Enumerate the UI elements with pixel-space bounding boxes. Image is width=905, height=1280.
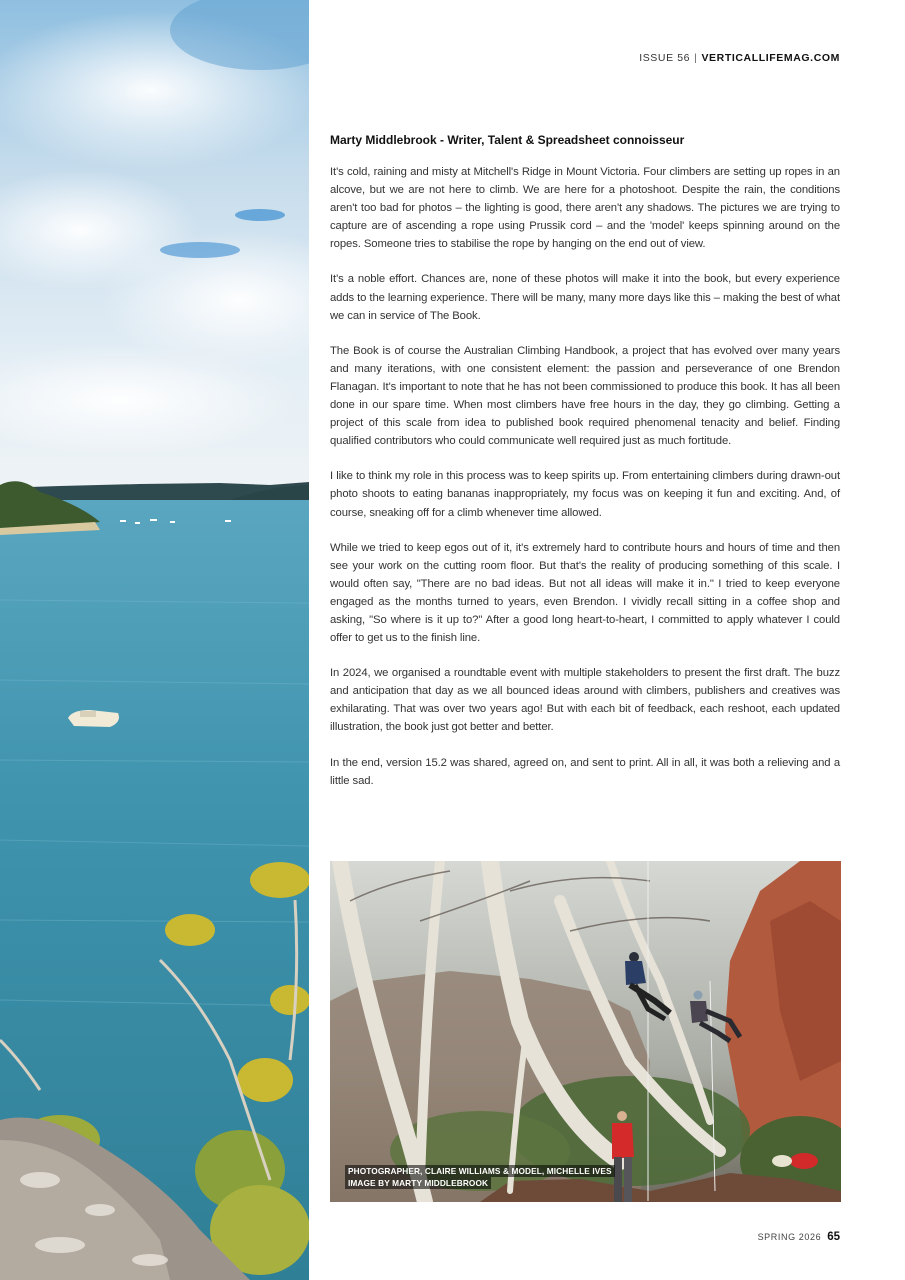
article-byline: Marty Middlebrook - Writer, Talent & Spreadsheet connoisseur	[330, 133, 685, 147]
paragraph-6: In 2024, we organised a roundtable event with multiple stakeholders to present the first draft. The buzz and anticipation that day as we all bounced ideas around with climbers, publishers and creatives was exhilarating. That was over two years ago! But with each bit of feedback, each reshoot, each updated illustration, the book just got better and better.	[330, 667, 840, 734]
site-url[interactable]: VERTICALLIFEMAG.COM	[701, 52, 840, 64]
caption-image-credit: IMAGE BY MARTY MIDDLEBROOK	[345, 1177, 491, 1189]
side-photo-bay	[0, 0, 309, 1280]
climbers-abseiling-image	[330, 861, 841, 1202]
page-footer	[758, 1231, 840, 1243]
paragraph-4: I like to think my role in this process was to keep spirits up. From entertaining climbers during drawn-out photo shoots to eating bananas inappropriately, my focus was on keeping it fun and exciting. And, of course, sneaking off for a climb whenever time allowed.	[330, 470, 840, 519]
page-number: 65	[827, 1231, 840, 1243]
paragraph-3: The Book is of course the Australian Climbing Handbook, a project that has evolved over many years and many iterations, with one consistent element: the passion and perseverance of one Brendon Flanagan. It's important to note that he has not been commissioned to produce this book. It has all been done in our spare time. When most climbers have free hours in the day, they go climbing. Getting a project of this scale from idea to published book required phenomenal tenacity and belief. Finding qualified contributors who could communicate well required just as much fortitude.	[330, 344, 840, 448]
paragraph-5: While we tried to keep egos out of it, it's extremely hard to contribute hours and hours of time and then see your work on the cutting room floor. But that's the reality of producing something of this scale. I would often say, "There are no bad ideas. But not all ideas will make it in." I tried to keep everyone engaged as the months turned to years, even Brendon. I vividly recall sitting in a coffee shop and asking, "So where is it up to?" After a good long heart-to-heart, I committed to apply whatever I could offer to get us to the finish line.	[330, 541, 840, 645]
paragraph-7: In the end, version 15.2 was shared, agreed on, and sent to print. All in all, it was both a relieving and a little sad.	[330, 756, 840, 787]
season-label: SPRING 2026	[757, 1232, 822, 1242]
header-separator: |	[694, 52, 698, 64]
bay-landscape-image	[0, 0, 309, 1280]
paragraph-1: It's cold, raining and misty at Mitchell's Ridge in Mount Victoria. Four climbers are setting up ropes in an alcove, but we are not here to climb. We are here for a photoshoot. Despite the rain, the conditions aren't too bad for photos – the lighting is good, there aren't any shadows. The pictures we are trying to capture are of ascending a rope using Prussik cord – and the 'model' keeps spinning around on the ropes. Someone tries to stabilise the rope by hanging on the end out of view.	[330, 166, 840, 251]
photo-caption	[345, 1165, 615, 1189]
climbing-photo	[330, 861, 841, 1202]
page-header	[639, 52, 840, 64]
caption-credit-line: PHOTOGRAPHER, CLAIRE WILLIAMS & MODEL, MICHELLE IVES	[345, 1165, 615, 1177]
article-body	[330, 133, 840, 807]
paragraph-2: It's a noble effort. Chances are, none of these photos will make it into the book, but every experience adds to the learning experience. There will be many, many more days like this – making the best of what we can in service of The Book.	[330, 273, 840, 322]
issue-label: ISSUE 56	[639, 52, 691, 64]
